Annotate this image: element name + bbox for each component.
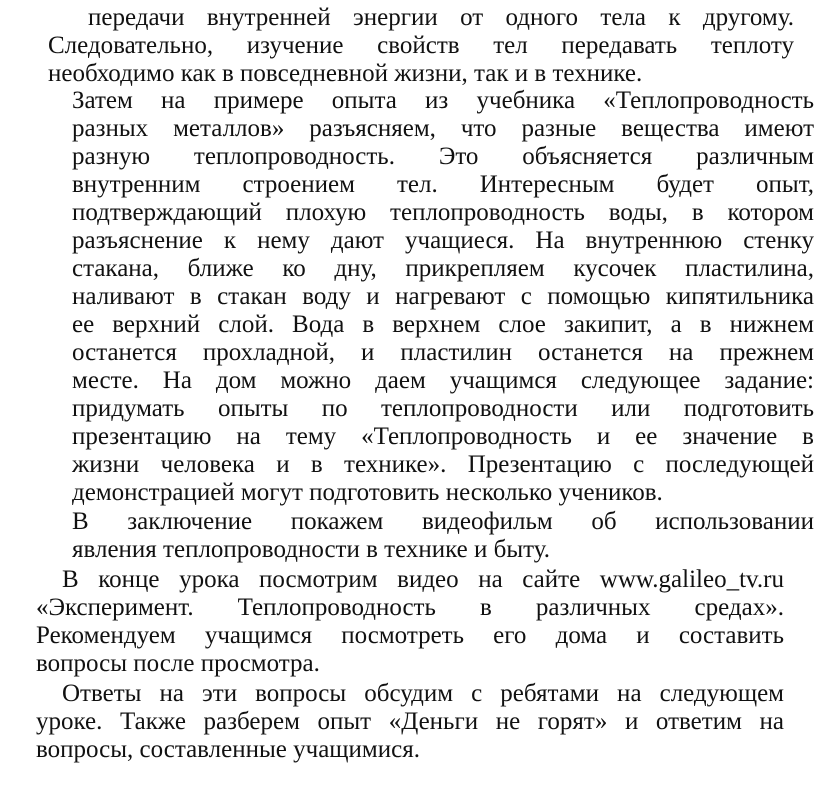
text-line: демонстрацией могут подготовить несколько учеников.	[72, 479, 663, 506]
text-line: разъяснение к нему дают учащиеся. На внутреннюю стенку	[72, 227, 814, 254]
text-line: разную теплопроводность. Это объясняется различным	[72, 143, 814, 170]
text-line: жизни человека и в технике». Презентацию с последующей	[72, 451, 814, 478]
text-line: разных металлов» разъясняем, что разные вещества имеют	[72, 115, 814, 142]
text-line: презентацию на тему «Теплопроводность и ее значение в	[72, 423, 814, 450]
text-line: передачи внутренней энергии от одного тела к другому.	[88, 4, 794, 31]
text-line: останется прохладной, и пластилин останется на прежнем	[72, 339, 814, 366]
text-line: наливают в стакан воду и нагревают с помощью кипятильника	[72, 283, 814, 310]
text-line: внутренним строением тел. Интересным будет опыт,	[72, 171, 814, 198]
text-line: явления теплопроводности в технике и быту.	[72, 536, 550, 563]
text-line: вопросы, составленные учащимися.	[36, 736, 420, 763]
text-line: В конце урока посмотрим видео на сайте www.galileo_tv.ru	[62, 566, 784, 593]
text-line: вопросы после просмотра.	[36, 650, 320, 677]
text-line: Затем на примере опыта из учебника «Теплопроводность	[72, 87, 814, 114]
text-line: уроке. Также разберем опыт «Деньги не горят» и ответим на	[36, 708, 784, 735]
text-line: месте. На дом можно даем учащимся следующее задание:	[72, 367, 814, 394]
text-line: Следовательно, изучение свойств тел передавать теплоту	[48, 32, 794, 59]
text-line: стакана, ближе ко дну, прикрепляем кусочек пластилина,	[72, 255, 814, 282]
text-line: ее верхний слой. Вода в верхнем слое закипит, а в нижнем	[72, 311, 814, 338]
text-line: В заключение покажем видеофильм об использовании	[72, 508, 814, 535]
text-line: Рекомендуем учащимся посмотреть его дома и составить	[36, 622, 784, 649]
text-line: придумать опыты по теплопроводности или подготовить	[72, 395, 814, 422]
text-line: Ответы на эти вопросы обсудим с ребятами на следующем	[62, 680, 784, 707]
text-line: подтверждающий плохую теплопроводность воды, в котором	[72, 199, 814, 226]
text-line: «Эксперимент. Теплопроводность в различных средах».	[36, 594, 784, 621]
text-line: необходимо как в повседневной жизни, так и в технике.	[48, 60, 643, 87]
